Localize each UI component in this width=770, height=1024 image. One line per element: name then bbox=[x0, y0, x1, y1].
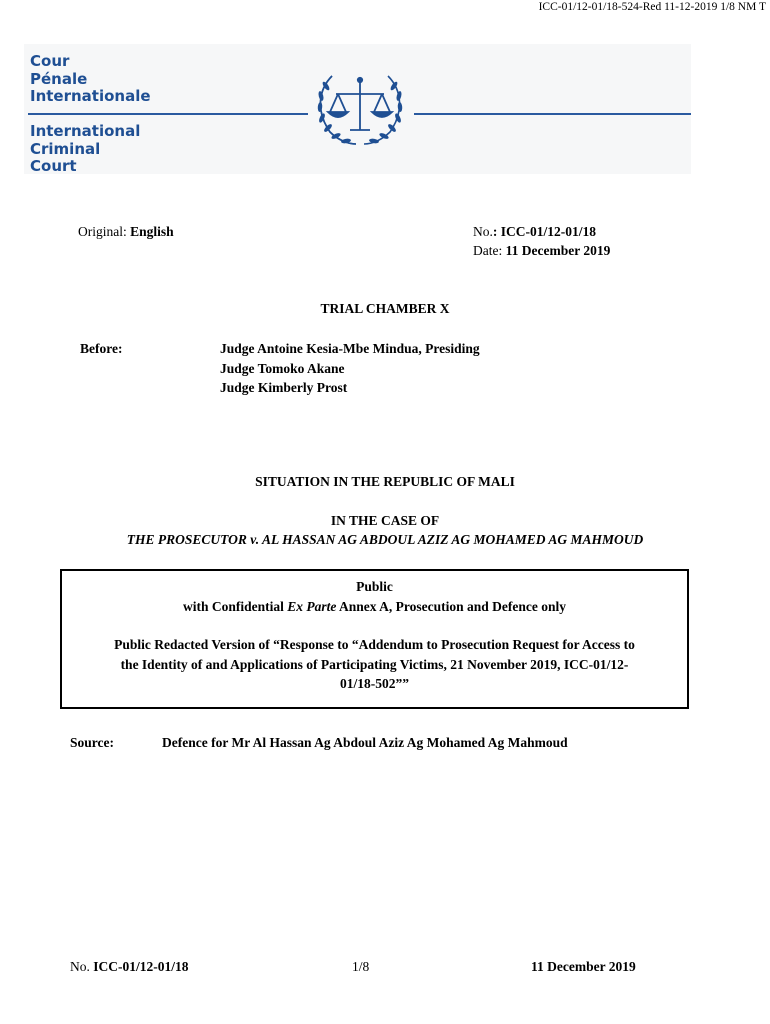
case-intro: IN THE CASE OF bbox=[330, 513, 440, 528]
annex-note bbox=[76, 597, 673, 617]
original-label: Original: bbox=[78, 224, 131, 239]
logo-fr-line-2: Pénale bbox=[30, 69, 88, 88]
original-language bbox=[78, 222, 174, 241]
case-number-value: : ICC-01/12-01/18 bbox=[492, 224, 596, 239]
source-label: Source: bbox=[70, 735, 114, 750]
logo-en-line-3: Court bbox=[30, 157, 77, 175]
case-number-label: No. bbox=[473, 224, 493, 239]
judge-3: Judge Kimberly Prost bbox=[220, 380, 348, 395]
scales-of-justice-laurel-icon bbox=[310, 66, 410, 146]
logo-divider-right bbox=[414, 113, 691, 115]
classification-box bbox=[60, 569, 689, 709]
document-title-line-3: 01/18-502”” bbox=[340, 676, 409, 691]
case-title: THE PROSECUTOR v. AL HASSAN AG ABDOUL AZIZ AG MOHAMED AG MAHMOUD bbox=[126, 532, 644, 547]
document-date bbox=[473, 241, 610, 260]
logo-name-french bbox=[30, 53, 151, 106]
annex-ex-parte: Ex Parte bbox=[287, 598, 337, 614]
footer-no-value: ICC-01/12-01/18 bbox=[93, 959, 189, 974]
logo-divider-left bbox=[28, 113, 308, 115]
chamber-title: TRIAL CHAMBER X bbox=[320, 301, 450, 316]
footer-case-number bbox=[70, 959, 189, 975]
source-value: Defence for Mr Al Hassan Ag Abdoul Aziz Ag Mohamed Ag Mahmoud bbox=[162, 735, 568, 750]
footer-no-label: No. bbox=[70, 959, 94, 974]
annex-suffix: Annex A, Prosecution and Defence only bbox=[336, 598, 567, 614]
logo-en-line-1: International bbox=[30, 122, 141, 140]
annex-prefix: with Confidential bbox=[182, 598, 288, 614]
date-label: Date: bbox=[473, 243, 506, 258]
logo-name-english bbox=[30, 123, 140, 176]
logo-fr-line-1: Cour bbox=[30, 52, 70, 70]
original-value: English bbox=[130, 224, 174, 239]
judge-2: Judge Tomoko Akane bbox=[220, 360, 345, 376]
footer-date: 11 December 2019 bbox=[531, 959, 636, 974]
judge-presiding: Judge Antoine Kesia-Mbe Mindua, Presiding bbox=[220, 341, 480, 356]
before-label: Before: bbox=[80, 341, 123, 356]
document-title-line-1: Public Redacted Version of “Response to “Addendum to Prosecution Request for Access to bbox=[114, 637, 635, 652]
document-title-line-2: the Identity of and Applications of Participating Victims, 21 November 2019, ICC-01/12- bbox=[120, 656, 629, 672]
classification-label: Public bbox=[356, 579, 393, 594]
logo-en-line-2: Criminal bbox=[30, 139, 101, 158]
situation-title: SITUATION IN THE REPUBLIC OF MALI bbox=[255, 474, 515, 489]
judges-list bbox=[220, 339, 480, 398]
logo-fr-line-3: Internationale bbox=[30, 87, 151, 105]
case-number bbox=[473, 222, 596, 241]
document-stamp: ICC-01/12-01/18-524-Red 11-12-2019 1/8 NM T bbox=[538, 1, 766, 13]
page-number: 1/8 bbox=[352, 959, 370, 974]
date-value: 11 December 2019 bbox=[505, 243, 611, 258]
